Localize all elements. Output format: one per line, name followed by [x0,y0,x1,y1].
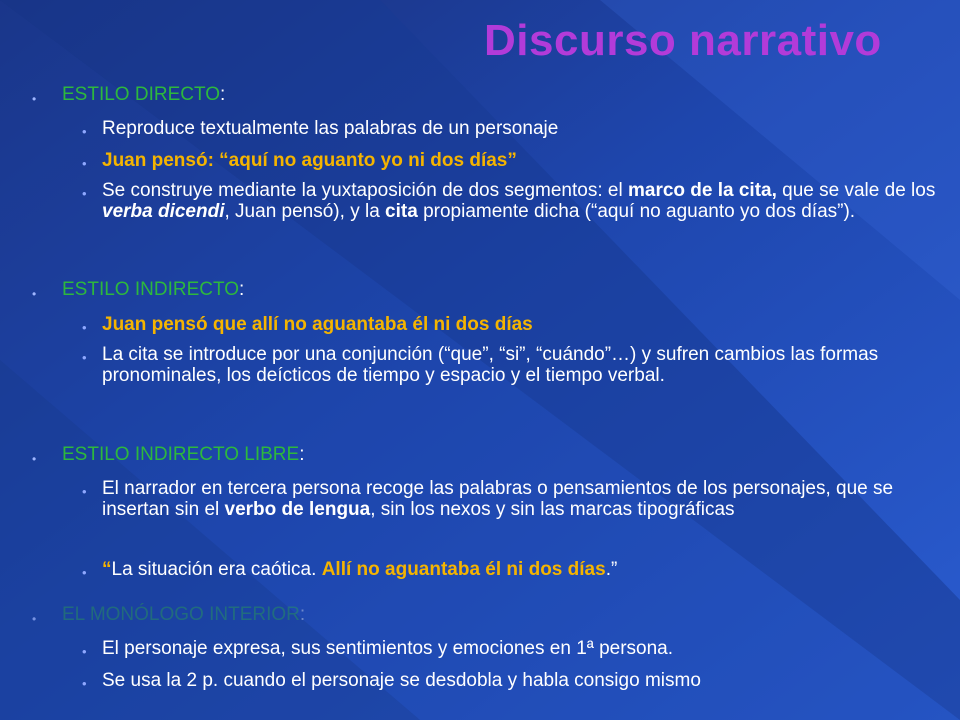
section-heading-text: ESTILO INDIRECTO LIBRE [62,444,300,465]
bullet-icon: • [32,452,37,466]
list-item [102,118,947,139]
item-bold-term: marco de la cita, [627,180,777,201]
section-heading [62,84,225,106]
item-text: Se construye mediante la yuxtaposición de dos segmentos: el [102,180,628,201]
section-heading-text: EL MONÓLOGO INTERIOR [62,604,300,625]
item-bold-term: cita [385,201,418,222]
section-heading [62,604,305,626]
item-bold-term: verbo de lengua [224,499,371,520]
section-heading [62,279,244,301]
list-item [102,638,947,659]
item-text: La cita se introduce por una conjunción (“que”, “si”, “cuándo”…) y sufren cambios las formas pronominales, los deícticos de tiempo y espacio y el tiempo verbal. [102,344,879,386]
heading-colon: : [299,444,305,465]
list-item [102,670,947,691]
example-quote: Juan pensó que allí no aguantaba él ni dos días [102,314,533,335]
heading-colon: : [239,279,245,300]
example-quote: Juan pensó: “aquí no aguanto yo ni dos días” [102,150,517,171]
item-italic-term: verba dicendi [102,201,225,222]
bullet-icon: • [82,565,87,580]
item-text: , Juan pensó), y la [224,201,386,222]
bullet-icon: • [82,484,87,499]
item-text: La situación era caótica. [111,559,322,580]
bullet-icon: • [82,156,87,171]
bullet-icon: • [82,676,87,691]
item-text: El narrador en tercera persona recoge las palabras o pensamientos de los personajes, que se insertan sin el [102,478,894,520]
item-text: que se vale de los [776,180,936,201]
list-item [102,478,947,520]
heading-colon: : [220,84,226,105]
bullet-icon: • [32,287,37,301]
item-text: Reproduce textualmente las palabras de un personaje [102,118,559,139]
example-quote: Allí no aguantaba él ni dos días [321,559,606,580]
item-text: El personaje expresa, sus sentimientos y emociones en 1ª persona. [102,638,674,659]
item-text: .” [605,559,618,580]
section-heading-text: ESTILO INDIRECTO [62,279,240,300]
slide-title: Discurso narrativo [484,16,882,65]
bullet-icon: • [82,186,87,201]
bullet-icon: • [82,644,87,659]
quote-mark: “ [102,559,112,580]
list-item [102,180,947,222]
list-item [102,344,947,386]
section-heading [62,444,304,466]
bullet-icon: • [32,92,37,106]
heading-colon: : [299,604,306,625]
item-text: Se usa la 2 p. cuando el personaje se desdobla y habla consigo mismo [102,670,701,691]
bullet-icon: • [82,320,87,335]
item-text: propiamente dicha (“aquí no aguanto yo dos días”). [417,201,856,222]
list-item [102,314,947,335]
list-item [102,559,947,580]
section-heading-text: ESTILO DIRECTO [62,84,221,105]
bullet-icon: • [32,612,37,626]
list-item [102,150,947,171]
bullet-icon: • [82,124,87,139]
bullet-icon: • [82,350,87,365]
item-text: , sin los nexos y sin las marcas tipográficas [370,499,735,520]
